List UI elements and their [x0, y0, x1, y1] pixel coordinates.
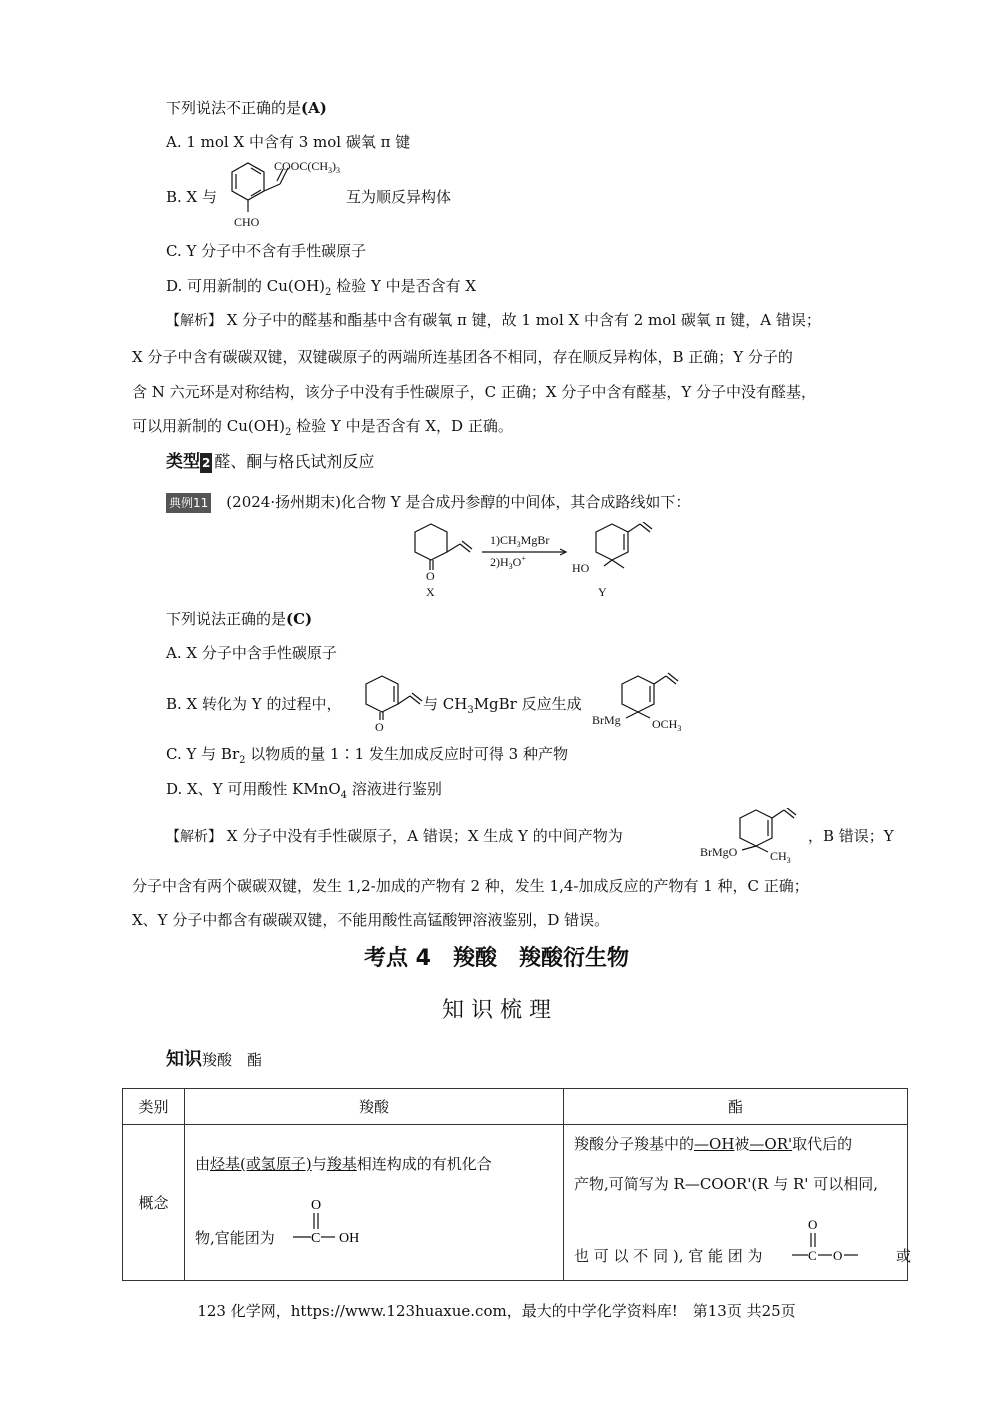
table-row: [123, 1125, 908, 1281]
ex11-option-b-product-structure: [592, 672, 692, 734]
table-header-acid: 羧酸: [185, 1089, 564, 1125]
svg-text:O: O: [808, 1217, 818, 1232]
svg-text:O: O: [833, 1248, 843, 1263]
ex11-option-a: A. X 分子中含手性碳原子: [166, 644, 337, 662]
q10-analysis-line-3: 含 N 六元环是对称结构，该分子中没有手性碳原子，C 正确；X 分子中含有醛基，Y 分子中没有醛基，: [132, 383, 817, 401]
ester-concept-cell: [564, 1125, 912, 1281]
type2-heading: 类型 2 醛、酮与格氏试剂反应: [166, 452, 375, 472]
section-subtitle: 知 识 梳 理: [442, 998, 551, 1023]
page-footer: 123 化学网，https://www.123huaxue.com，最大的中学化学资料库! 第13页 共25页: [197, 1302, 796, 1320]
table-header-ester: 酯: [564, 1089, 908, 1125]
ex11-y-ho: HO: [572, 561, 590, 575]
ex11-analysis-line-1-end: ，B 错误；Y: [808, 827, 894, 845]
type2-number-badge: 2: [200, 453, 212, 473]
q10-option-a: A. 1 mol X 中含有 3 mol 碳氧 π 键: [166, 133, 411, 151]
ex11-badge: 典例11: [166, 493, 211, 513]
analysis-tag: 【解析】: [166, 829, 222, 845]
ex11-analysis-line-1: 【解析】 X 分子中没有手性碳原子，A 错误；X 生成 Y 的中间产物为: [166, 827, 623, 845]
q10-option-d: D. 可用新制的 $Cu(OH)_2$ 检验 Y 中是否含有 X: [166, 277, 477, 298]
table-header-category: 类别: [123, 1089, 185, 1125]
ester-concept-line-3: 也 可 以 不 同 ), 官 能 团 为: [574, 1247, 763, 1265]
ex11-option-d: D. X、Y 可用酸性 KMnO$_4$ 溶液进行鉴别: [166, 780, 442, 801]
q10-analysis-line-4: 可以用新制的 $Cu(OH)_2$ 检验 Y 中是否含有 X，D 正确。: [132, 417, 513, 438]
svg-text:O: O: [311, 1198, 322, 1213]
knowledge-table: [122, 1088, 912, 1281]
svg-text:BrMg: BrMg: [592, 713, 621, 727]
svg-text:OH: OH: [339, 1231, 360, 1246]
q10-option-b-suffix: 互为顺反异构体: [346, 188, 452, 206]
ex11-reaction-scheme: [400, 522, 680, 602]
ex11-analysis-intermediate-structure: [700, 808, 808, 866]
ex11-option-b-middle: 与 $CH_3MgBr$ 反应生成: [423, 695, 582, 716]
table-row-label: 概念: [123, 1125, 185, 1281]
svg-text:BrMgO: BrMgO: [700, 845, 738, 859]
ex11-analysis-line-3: X、Y 分子中都含有碳碳双键，不能用酸性高锰酸钾溶液鉴别，D 错误。: [132, 911, 610, 929]
ester-concept-or: 或: [896, 1247, 912, 1265]
q10-analysis-line-2: X 分子中含有碳碳双键，双键碳原子的两端所连基团各不相同，存在顺反异构体，B 正确；Y 分子的: [132, 348, 793, 366]
svg-text:C: C: [808, 1248, 817, 1263]
q10-b-cooc-label: $COOC(CH_3)_3$: [274, 159, 341, 175]
ex11-reagent-1: $1)CH_3MgBr$: [490, 533, 550, 549]
acid-concept-line-1: 由烃基(或氢原子)与羧基相连构成的有机化合: [195, 1155, 492, 1173]
table-header-row: [123, 1089, 908, 1125]
q10-option-b-prefix: B. X 与: [166, 188, 218, 206]
svg-text:O: O: [375, 720, 384, 734]
q10-stem: 下列说法不正确的是(A): [166, 99, 327, 117]
ex11-option-c: C. Y 与 $Br_2$ 以物质的量 1∶1 发生加成反应时可得 3 种产物: [166, 745, 568, 766]
ex11-option-b-prefix: B. X 转化为 Y 的过程中，: [166, 695, 342, 713]
svg-text:C: C: [311, 1231, 321, 1246]
ex11-reagent-2: $2)H_3O^+$: [490, 554, 526, 571]
analysis-tag: 【解析】: [166, 313, 222, 329]
ex11-analysis-line-2: 分子中含有两个碳碳双键，发生 1,2-加成的产物有 2 种，发生 1,4-加成反应的产物有 1 种，C 正确；: [132, 877, 809, 895]
carboxyl-group-structure: [291, 1195, 381, 1251]
q10-option-b-structure: [212, 156, 352, 234]
acid-concept-cell: [185, 1125, 564, 1281]
ex11-stem: 下列说法正确的是(C): [166, 610, 313, 628]
ester-concept-line-2: 产物,可简写为 R—COOR'(R 与 R' 可以相同,: [574, 1175, 878, 1193]
ex11-intro: 典例11 (2024·扬州期末)化合物 Y 是合成丹参醇的中间体，其合成路线如下：: [166, 492, 690, 513]
ex11-x-oxygen: O: [426, 569, 435, 583]
svg-text:OCH3: $OCH_3$: [652, 717, 682, 733]
acid-concept-line-2: 物,官能团为: [195, 1229, 275, 1247]
ex11-option-b-x-structure: [358, 668, 424, 736]
ester-group-structure: [790, 1217, 880, 1267]
svg-text:CH3: $CH_3$: [770, 849, 791, 865]
ex11-x-label: X: [426, 585, 435, 599]
ester-concept-line-1: 羧酸分子羧基中的—OH被—OR'取代后的: [574, 1135, 853, 1153]
q10-option-c: C. Y 分子中不含有手性碳原子: [166, 242, 367, 260]
ex11-y-label: Y: [598, 585, 607, 599]
q10-b-cho-label: CHO: [234, 215, 260, 229]
knowledge-heading: 知识羧酸 酯: [166, 1049, 263, 1070]
q10-analysis-line-1: 【解析】 X 分子中的醛基和酯基中含有碳氧 π 键，故 1 mol X 中含有 2 mol 碳氧 π 键，A 错误；: [166, 311, 821, 329]
section-title: 考点 4 羧酸 羧酸衍生物: [364, 946, 629, 971]
